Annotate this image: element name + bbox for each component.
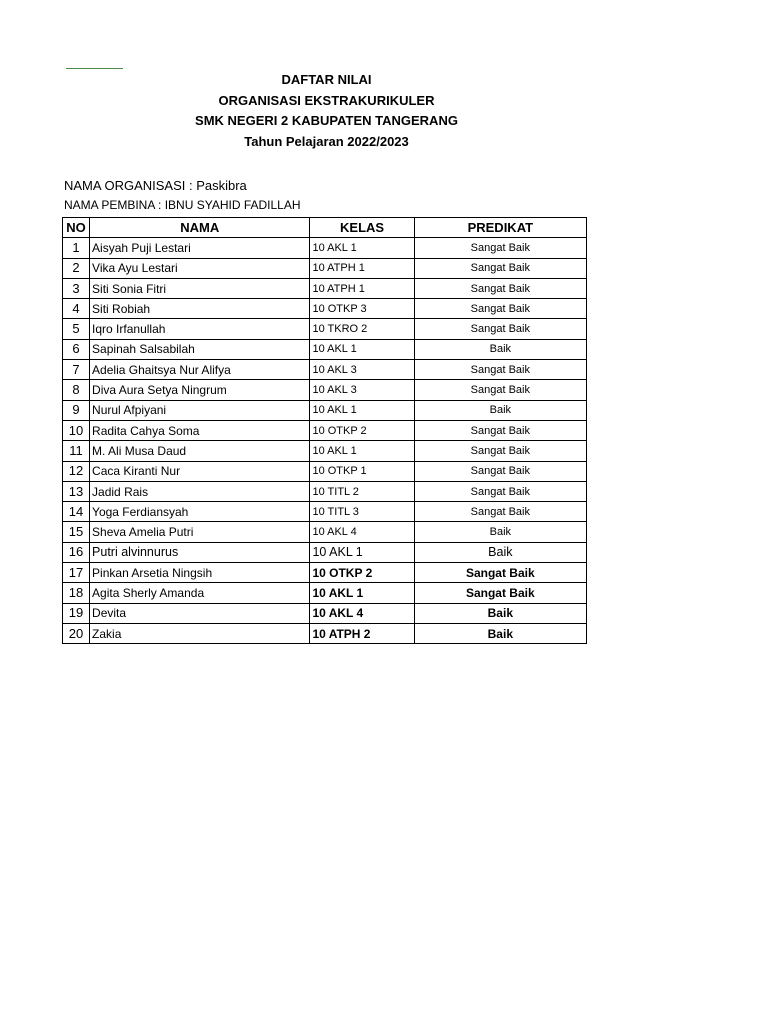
- cell-no: 14: [63, 502, 90, 522]
- cell-predikat: Sangat Baik: [414, 583, 586, 603]
- cell-kelas: 10 AKL 1: [310, 583, 414, 603]
- cell-predikat: Baik: [414, 339, 586, 359]
- column-header-kelas: KELAS: [310, 218, 414, 238]
- cell-no: 12: [63, 461, 90, 481]
- cell-kelas: 10 OTKP 2: [310, 563, 414, 583]
- table-row: [63, 299, 587, 319]
- cell-nama: Iqro Irfanullah: [90, 319, 310, 339]
- cell-no: 17: [63, 563, 90, 583]
- column-header-predikat: PREDIKAT: [414, 218, 586, 238]
- table-row: [63, 339, 587, 359]
- cell-predikat: Sangat Baik: [414, 481, 586, 501]
- cell-no: 2: [63, 258, 90, 278]
- cell-no: 16: [63, 542, 90, 562]
- table-header-row: [63, 218, 587, 238]
- cell-kelas: 10 AKL 1: [310, 441, 414, 461]
- cell-nama: Caca Kiranti Nur: [90, 461, 310, 481]
- cell-no: 3: [63, 278, 90, 298]
- cell-no: 6: [63, 339, 90, 359]
- cell-nama: Pinkan Arsetia Ningsih: [90, 563, 310, 583]
- cell-kelas: 10 TITL 3: [310, 502, 414, 522]
- cell-nama: Adelia Ghaitsya Nur Alifya: [90, 360, 310, 380]
- column-header-nama: NAMA: [90, 218, 310, 238]
- table-row: [63, 623, 587, 643]
- cell-predikat: Sangat Baik: [414, 238, 586, 258]
- table-row: [63, 502, 587, 522]
- cell-predikat: Sangat Baik: [414, 420, 586, 440]
- table-row: [63, 522, 587, 542]
- cell-kelas: 10 AKL 1: [310, 238, 414, 258]
- cell-no: 10: [63, 420, 90, 440]
- cell-no: 5: [63, 319, 90, 339]
- cell-kelas: 10 TITL 2: [310, 481, 414, 501]
- table-row: [63, 380, 587, 400]
- cell-kelas: 10 OTKP 2: [310, 420, 414, 440]
- supervisor-name: NAMA PEMBINA : IBNU SYAHID FADILLAH: [64, 198, 301, 212]
- cell-predikat: Baik: [414, 400, 586, 420]
- school-name: SMK NEGERI 2 KABUPATEN TANGERANG: [195, 113, 458, 128]
- cell-kelas: 10 OTKP 1: [310, 461, 414, 481]
- cell-nama: Zakia: [90, 623, 310, 643]
- cell-kelas: 10 AKL 1: [310, 400, 414, 420]
- cell-no: 19: [63, 603, 90, 623]
- cell-predikat: Sangat Baik: [414, 380, 586, 400]
- cell-kelas: 10 AKL 3: [310, 360, 414, 380]
- cell-nama: Sheva Amelia Putri: [90, 522, 310, 542]
- table-row: [63, 278, 587, 298]
- table-row: [63, 563, 587, 583]
- table-row: [63, 542, 587, 562]
- table-row: [63, 238, 587, 258]
- cell-kelas: 10 TKRO 2: [310, 319, 414, 339]
- cell-nama: Aisyah Puji Lestari: [90, 238, 310, 258]
- cell-nama: Yoga Ferdiansyah: [90, 502, 310, 522]
- cell-predikat: Sangat Baik: [414, 502, 586, 522]
- table-row: [63, 360, 587, 380]
- cell-nama: Nurul Afpiyani: [90, 400, 310, 420]
- cell-nama: Putri alvinnurus: [90, 542, 310, 562]
- cell-kelas: 10 AKL 3: [310, 380, 414, 400]
- document-title: DAFTAR NILAI: [281, 72, 372, 87]
- cell-nama: M. Ali Musa Daud: [90, 441, 310, 461]
- cell-predikat: Sangat Baik: [414, 461, 586, 481]
- cell-nama: Siti Robiah: [90, 299, 310, 319]
- cell-no: 20: [63, 623, 90, 643]
- cell-predikat: Sangat Baik: [414, 319, 586, 339]
- cell-predikat: Sangat Baik: [414, 258, 586, 278]
- cell-predikat: Sangat Baik: [414, 278, 586, 298]
- column-header-no: NO: [63, 218, 90, 238]
- table-row: [63, 420, 587, 440]
- organization-name: NAMA ORGANISASI : Paskibra: [64, 178, 247, 193]
- cell-nama: Diva Aura Setya Ningrum: [90, 380, 310, 400]
- academic-year: Tahun Pelajaran 2022/2023: [244, 133, 409, 149]
- table-row: [63, 583, 587, 603]
- table-row: [63, 603, 587, 623]
- cell-nama: Sapinah Salsabilah: [90, 339, 310, 359]
- document-header: [0, 70, 653, 152]
- cell-kelas: 10 AKL 4: [310, 603, 414, 623]
- cell-no: 1: [63, 238, 90, 258]
- cell-kelas: 10 ATPH 1: [310, 278, 414, 298]
- cell-kelas: 10 AKL 4: [310, 522, 414, 542]
- cell-nama: Siti Sonia Fitri: [90, 278, 310, 298]
- table-row: [63, 461, 587, 481]
- cell-nama: Devita: [90, 603, 310, 623]
- cell-no: 15: [63, 522, 90, 542]
- cell-predikat: Baik: [414, 623, 586, 643]
- cell-predikat: Baik: [414, 603, 586, 623]
- table-row: [63, 481, 587, 501]
- table-row: [63, 441, 587, 461]
- cell-no: 8: [63, 380, 90, 400]
- cell-no: 7: [63, 360, 90, 380]
- cell-no: 18: [63, 583, 90, 603]
- cell-nama: Agita Sherly Amanda: [90, 583, 310, 603]
- table-row: [63, 319, 587, 339]
- cell-nama: Jadid Rais: [90, 481, 310, 501]
- cell-no: 13: [63, 481, 90, 501]
- cell-no: 11: [63, 441, 90, 461]
- table-row: [63, 400, 587, 420]
- cell-nama: Radita Cahya Soma: [90, 420, 310, 440]
- cell-kelas: 10 AKL 1: [310, 542, 414, 562]
- decorative-rule: [66, 68, 123, 69]
- cell-predikat: Sangat Baik: [414, 360, 586, 380]
- cell-kelas: 10 ATPH 2: [310, 623, 414, 643]
- grades-table: [62, 217, 587, 644]
- cell-no: 9: [63, 400, 90, 420]
- cell-kelas: 10 AKL 1: [310, 339, 414, 359]
- cell-predikat: Sangat Baik: [414, 441, 586, 461]
- cell-kelas: 10 OTKP 3: [310, 299, 414, 319]
- document-subtitle: ORGANISASI EKSTRAKURIKULER: [218, 92, 435, 108]
- cell-predikat: Sangat Baik: [414, 563, 586, 583]
- table-row: [63, 258, 587, 278]
- cell-kelas: 10 ATPH 1: [310, 258, 414, 278]
- cell-predikat: Baik: [414, 542, 586, 562]
- cell-no: 4: [63, 299, 90, 319]
- cell-predikat: Baik: [414, 522, 586, 542]
- cell-nama: Vika Ayu Lestari: [90, 258, 310, 278]
- cell-predikat: Sangat Baik: [414, 299, 586, 319]
